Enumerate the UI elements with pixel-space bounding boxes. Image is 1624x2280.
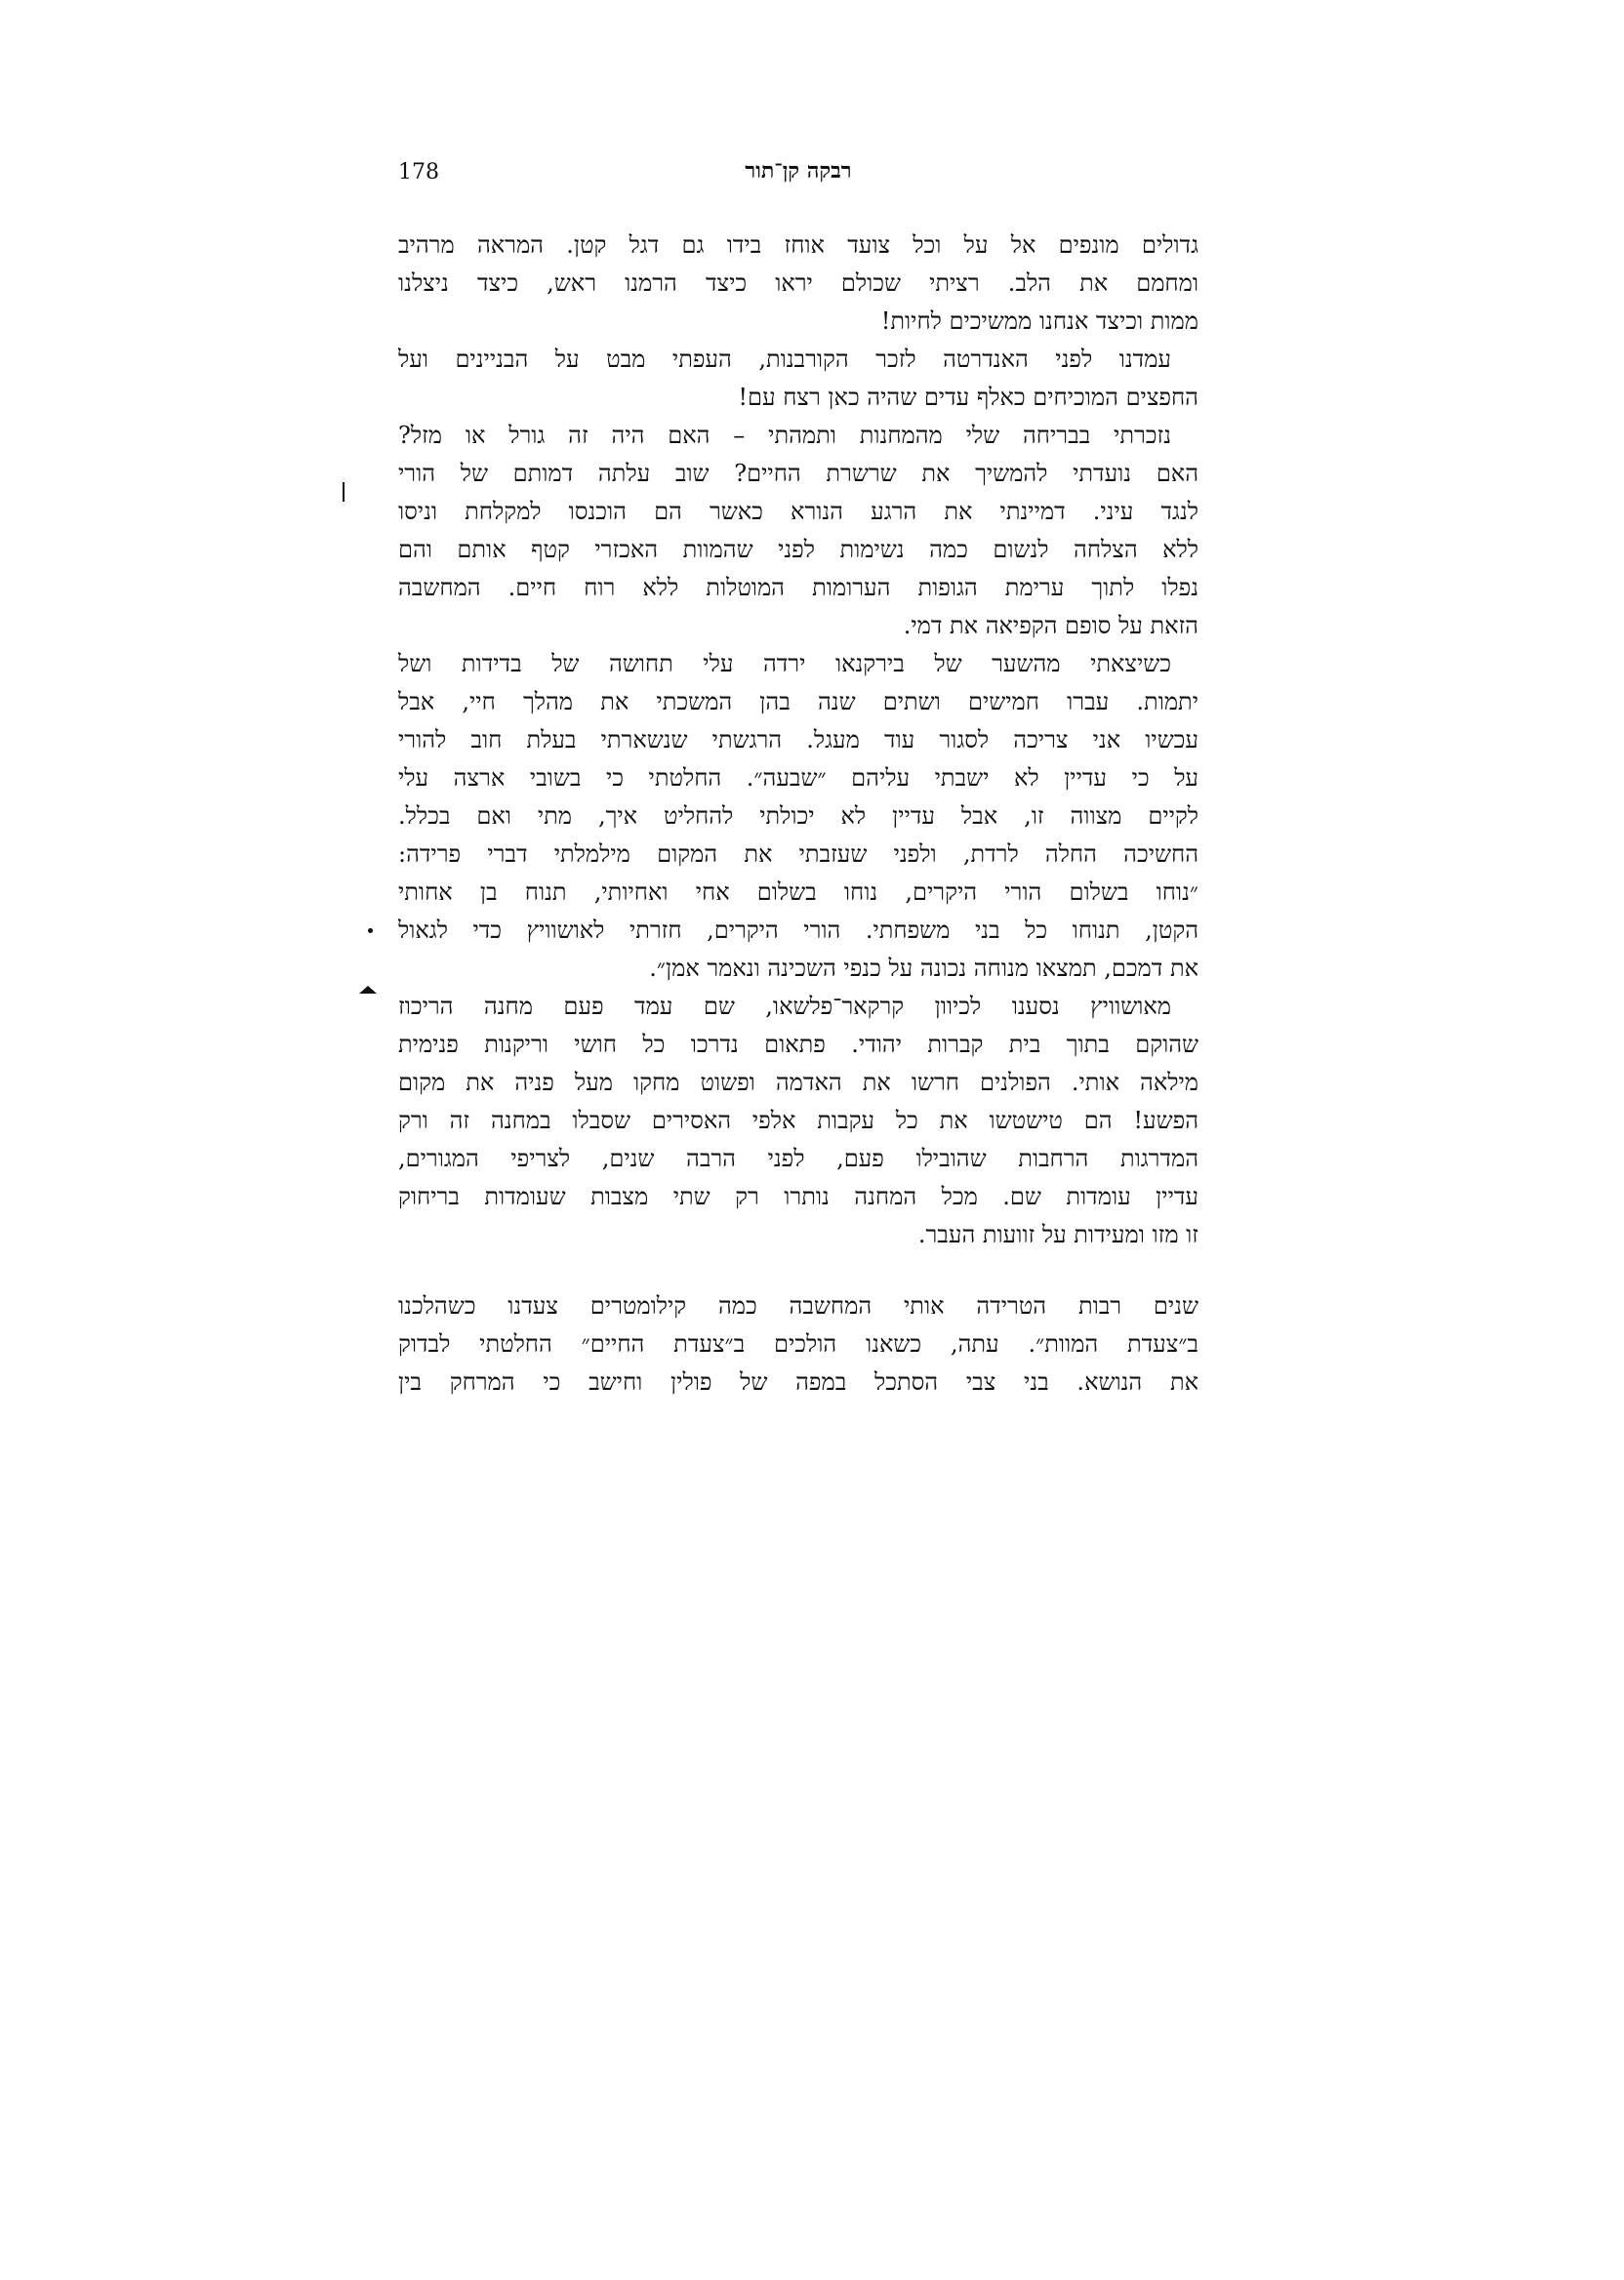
- paragraph: [398, 988, 1198, 1254]
- text-line: הקטן, תנוחו כל בני משפחתי. הורי היקרים, חזרתי לאושוויץ כדי לגאול: [398, 916, 1198, 944]
- margin-mark: [359, 986, 377, 994]
- text-line: גדולים מונפים אל על וכל צועד אוחז בידו גם דגל קטן. המראה מרהיב: [398, 231, 1198, 259]
- text-line: נפלו לתוך ערימת הגופות הערומות המוטלות ללא רוח חיים. המחשבה: [398, 574, 1198, 601]
- paragraph: [398, 1287, 1198, 1402]
- text-line: הפשע! הם טישטשו את כל עקבות אלפי האסירים שסבלו במחנה זה ורק: [398, 1107, 1198, 1134]
- text-line: המדרגות הרחבות שהובילו פעם, לפני הרבה שנים, לצריפי המגורים,: [398, 1145, 1198, 1172]
- text-line: כשיצאתי מהשער של בירקנאו ירדה עלי תחושה של בדידות ושל: [398, 650, 1171, 677]
- text-line: שנים רבות הטרידה אותי המחשבה כמה קילומטרים צעדנו כשהלכנו: [398, 1292, 1198, 1320]
- text-line: עדיין עומדות שם. מכל המחנה נותרו רק שתי מצבות שעומדות בריחוק: [398, 1183, 1198, 1210]
- text-line: ממות וכיצד אנחנו ממשיכים לחיות!: [880, 307, 1198, 335]
- text-line: על כי עדיין לא ישבתי עליהם ״שבעה״. החלטתי כי בשובי ארצה עלי: [398, 764, 1199, 792]
- text-line: שהוקם בתוך בית קברות יהודי. פתאום נדרכו כל חושי וריקנות פנימית: [398, 1031, 1198, 1058]
- paragraph: [398, 645, 1198, 988]
- text-line: נזכרתי בבריחה שלי מהמחנות ותמהתי – האם היה זה גורל או מזל?: [398, 422, 1171, 449]
- text-line: האם נועדתי להמשיך את שרשרת החיים? שוב עלתה דמותם של הורי: [398, 460, 1198, 487]
- text-line: יתמות. עברו חמישים ושתים שנה בהן המשכתי את מהלך חיי, אבל: [398, 688, 1198, 715]
- text-line: החפצים המוכיחים כאלף עדים שהיה כאן רצח עם!: [738, 384, 1198, 411]
- text-line: זו מזו ומעידות על זוועות העבר.: [917, 1221, 1198, 1248]
- text-line: את דמכם, תמצאו מנוחה נכונה על כנפי השכינה ונאמר אמן״.: [649, 955, 1198, 982]
- text-line: ״נוחו בשלום הורי היקרים, נוחו בשלום אחי ואחיותי, תנוח בן אחותי: [398, 878, 1198, 906]
- text-line: עמדנו לפני האנדרטה לזכר הקורבנות, העפתי מבט על הבניינים ועל: [398, 346, 1171, 373]
- paragraph: [398, 341, 1198, 417]
- text-line: את הנושא. בני צבי הסתכל במפה של פולין וחישב כי המרחק בין: [398, 1368, 1198, 1396]
- text-line: ללא הצלחה לנשום כמה נשימות לפני שהמוות האכזרי קטף אותם והם: [398, 536, 1198, 563]
- margin-mark: [343, 482, 345, 502]
- text-line: לקיים מצווה זו, אבל עדיין לא יכולתי להחליט איך, מתי ואם בכלל.: [398, 802, 1198, 830]
- running-header-title: רבקה קן־תור: [745, 158, 852, 183]
- text-line: עכשיו אני צריכה לסגור עוד מעגל. הרגשתי שנשארתי בעלת חוב להורי: [398, 726, 1198, 753]
- text-line: הזאת על סופם הקפיאה את דמי.: [903, 612, 1198, 639]
- paragraph: [398, 226, 1198, 341]
- text-line: ומחמם את הלב. רציתי שכולם יראו כיצד הרמנו ראש, כיצד ניצלנו: [398, 269, 1198, 297]
- text-line: מאושוויץ נסענו לכיוון קרקאר־פלשאו, שם עמד פעם מחנה הריכוז: [398, 993, 1171, 1020]
- text-line: החשיכה החלה לרדת, ולפני שעזבתי את המקום מילמלתי דברי פרידה:: [398, 840, 1199, 868]
- text-line: ב״צעדת המוות״. עתה, כשאנו הולכים ב״צעדת החיים״ החלטתי לבדוק: [398, 1330, 1198, 1358]
- text-line: מילאה אותי. הפולנים חרשו את האדמה ופשוט מחקו מעל פניה את מקום: [398, 1069, 1198, 1096]
- page-number: 178: [398, 160, 439, 184]
- running-header: [398, 156, 1198, 195]
- paragraph: [398, 417, 1198, 645]
- text-line: לנגד עיני. דמיינתי את הרגע הנורא כאשר הם הוכנסו למקלחת וניסו: [398, 498, 1198, 525]
- margin-mark: [368, 928, 373, 933]
